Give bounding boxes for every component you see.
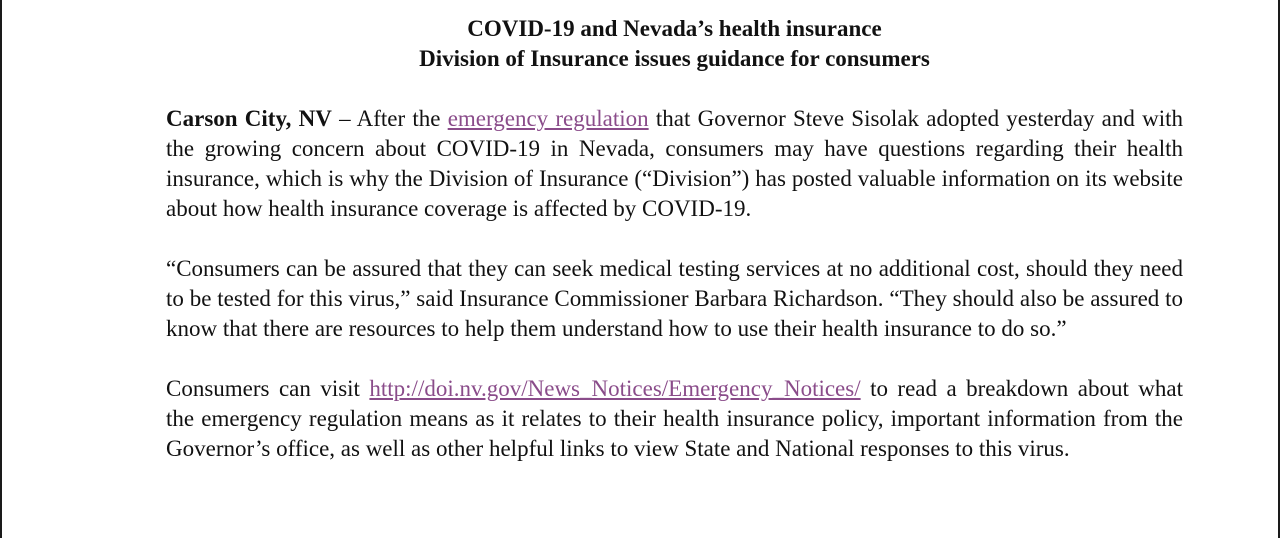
paragraph-1 [166, 104, 1183, 224]
paragraph-3 [166, 374, 1183, 464]
press-release [166, 14, 1183, 464]
dateline: Carson City, NV [166, 106, 332, 131]
title-line-2: Division of Insurance issues guidance for consumers [419, 46, 930, 71]
title-line-1: COVID-19 and Nevada’s health insurance [467, 16, 882, 41]
paragraph-3-body: to read a breakdown about what the emergency regulation means as it relates to their health insurance policy, important information from the Governor’s office, as well as other helpful links to view State and National responses to this virus. [166, 376, 1183, 461]
paragraph-3-intro: Consumers can visit [166, 376, 370, 401]
paragraph-1-intro: – After the [331, 106, 448, 131]
paragraph-2-quote: “Consumers can be assured that they can seek medical testing services at no additional cost, should they need to be tested for this virus,” said Insurance Commissioner Barbara Richardson. “They should also be assured to know that there are resources to help them understand how to use their health insurance to do so.” [166, 256, 1183, 341]
headline [166, 14, 1183, 74]
paragraph-1-body: that Governor Steve Sisolak adopted yesterday and with the growing concern about COVID-19 in Nevada, consumers may have questions regarding their health insurance, which is why the Division of Insurance (“Division”) has posted valuable information on its website about how health insurance coverage is affected by COVID-19. [166, 106, 1183, 221]
left-border [0, 0, 2, 538]
emergency-notices-link[interactable]: http://doi.nv.gov/News_Notices/Emergency_Notices/ [369, 376, 861, 401]
emergency-regulation-link[interactable]: emergency regulation [447, 106, 649, 131]
